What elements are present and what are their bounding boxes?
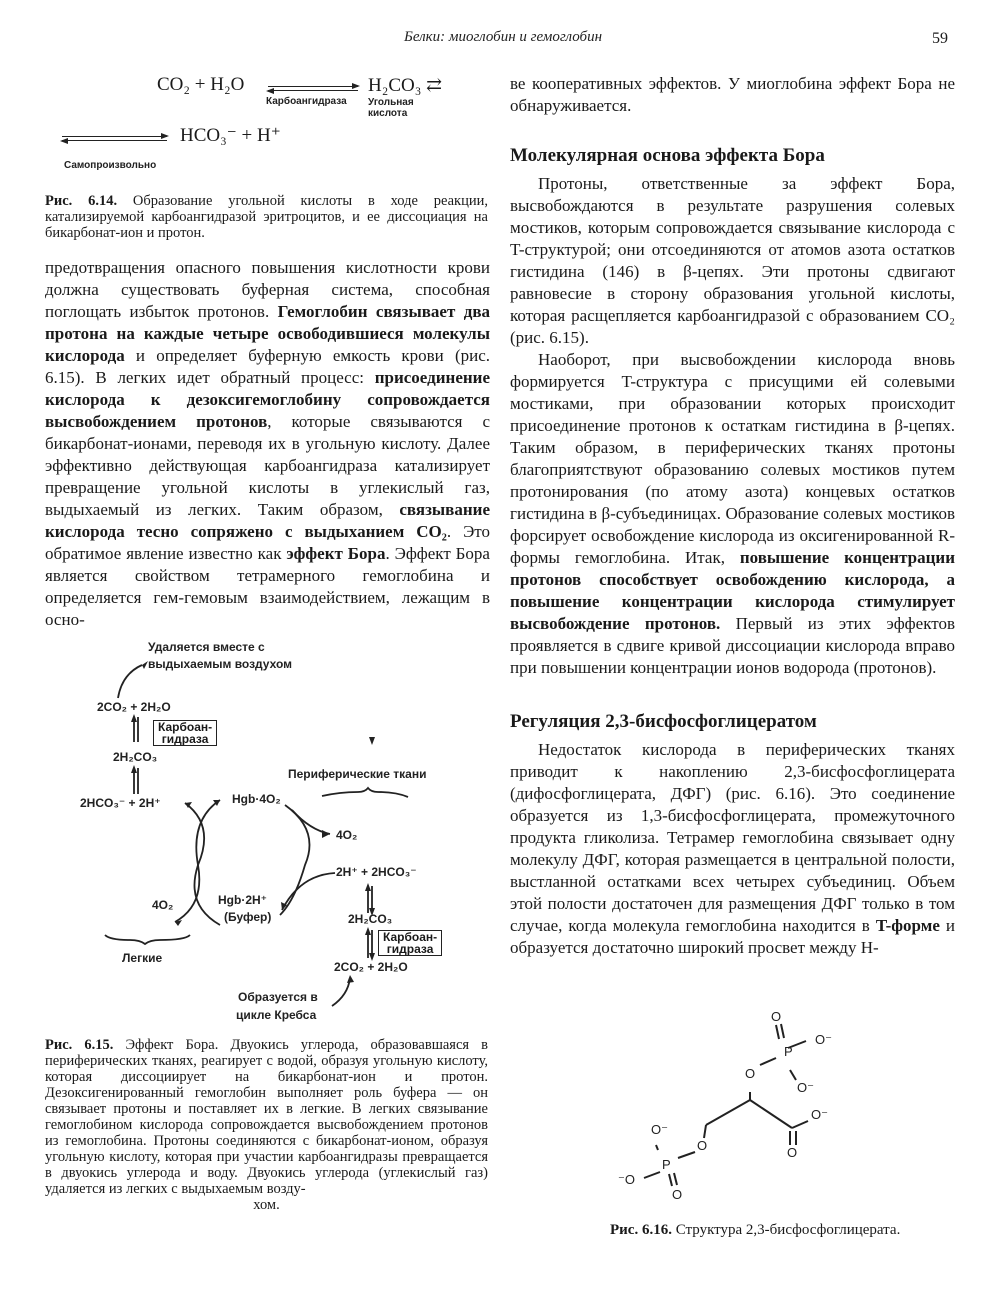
bond [704, 1125, 706, 1138]
double-bond [776, 1025, 779, 1039]
bisphosphoglycerate-structure [580, 1000, 980, 1210]
figure-caption [45, 1037, 488, 1213]
bond [750, 1100, 792, 1128]
buffer-label: (Буфер) [224, 910, 272, 924]
equilibrium-arrow-icon [62, 135, 167, 143]
left-column-text [45, 257, 490, 631]
emphasis-run: присоединение кислорода к дезоксигемоглобину сопровождается высвобождением протонов [45, 368, 490, 431]
body-paragraph [45, 257, 490, 631]
o2-release-arrow [292, 810, 330, 834]
removed-label-line2: выдыхаемым воздухом [148, 657, 293, 671]
bond [760, 1058, 776, 1065]
product-label-line2: кислота [368, 108, 408, 119]
oxyhemoglobin: Hgb·4O₂ [232, 792, 281, 806]
double-bond [669, 1174, 672, 1186]
caption-label: Рис. 6.14. [45, 193, 118, 209]
product-label-line1: Угольная [368, 97, 414, 108]
text-run: и образуется достаточно широкий просвет между H- [510, 916, 955, 957]
periph-carbonic-acid: 2H₂CO₃ [348, 912, 393, 926]
eq2-label: Самопроизвольно [64, 160, 157, 171]
bond [678, 1152, 695, 1158]
atom-oxygen-anion: ⁻O [618, 1172, 635, 1187]
intro-paragraph: ве кооперативных эффектов. У миоглобина эффект Бора не обнаруживается. [510, 74, 955, 115]
atom-oxygen-bridge: O [745, 1066, 756, 1081]
atom-oxygen: O [771, 1009, 782, 1024]
text-run: . Это обратимое явление известно как [45, 522, 490, 563]
emphasis-run: Гемоглобин связывает два протона на каждые четыре освободившиеся молекулы кислорода [45, 302, 490, 365]
running-title: Белки: миоглобин и гемоглобин [403, 29, 603, 45]
right-column-text [510, 73, 955, 959]
figure-caption [610, 1222, 970, 1238]
page-number: 59 [932, 30, 948, 47]
eq1-reactants: CO₂ + H₂O [157, 74, 245, 95]
section-heading-bohr: Молекулярная основа эффекта Бора [510, 145, 825, 166]
bond [792, 1121, 808, 1128]
body-paragraph: Протоны, ответственные за эффект Бора, высвобождаются в результате разрушения солевых мостиков, которым сопровождается связывание кислорода с T-структурой; они отсоединяются от атомов азота остатков гистидина (146) в β-цепях. Эти протоны сдвигают равновесие в сторону образования угольной кислоты, которая расщепляется карбоангидразой с образованием CO₂ (рис. 6.15). [510, 174, 955, 347]
enzyme-line2: гидраза [386, 942, 434, 956]
eq2-products: HCO₃⁻ + H⁺ [180, 125, 281, 146]
atom-oxygen-anion: O⁻ [797, 1080, 814, 1095]
atom-phosphorus: P [662, 1157, 671, 1172]
curved-arrow-icon [332, 978, 350, 1006]
atom-oxygen: O [672, 1187, 683, 1202]
section-heading-bpg: Регуляция 2,3-бисфосфоглицератом [510, 711, 817, 732]
eq1-product: H₂CO₃ ⇄ [368, 75, 443, 96]
emphasis-run: связывание кислорода тесно сопряжено с выдыханием CO₂ [45, 500, 490, 541]
emphasis-run: повышение концентрации протонов способствует освобождению кислорода, а повышение концентрации кислорода стимулирует высвобождение протонов. [510, 548, 955, 633]
bohr-effect-diagram-lines [0, 630, 500, 1030]
text-run: Первый из этих эффектов проявляется в сдвиге кривой диссоциации кислорода вправо при повышении концентрации ионов водорода (протонов). [510, 614, 955, 677]
caption-last-line: хом. [253, 1197, 280, 1213]
periph-enzyme-box [378, 930, 442, 956]
atom-oxygen-anion: O⁻ [811, 1107, 828, 1122]
enzyme-line2: гидраза [161, 732, 209, 746]
text-run: . Эффект Бора является свойством тетрамерного гемоглобина и определяется гем-гемовым взаимодействием, лежащим в осно- [45, 544, 490, 629]
removed-label-line1: Удаляется вместе с [148, 640, 265, 654]
periph-oxygen-released: 4O₂ [336, 828, 358, 842]
body-paragraph [510, 739, 955, 959]
caption-label: Рис. 6.16. [610, 1222, 672, 1238]
atom-oxygen: O [787, 1145, 798, 1160]
eq1-product-label [368, 97, 414, 119]
figure-caption [45, 193, 488, 241]
bond [790, 1070, 796, 1080]
lungs-co2-water: 2CO₂ + 2H₂O [97, 700, 171, 714]
bond [644, 1172, 660, 1178]
text-run: предотвращения опасного повышения кислотности крови должна существовать буферная система, способная поглощать избыток протонов. [45, 258, 490, 321]
peripheral-tissues-label: Периферические ткани [288, 767, 427, 781]
periph-proton-bicarbonate: 2H⁺ + 2HCO₃⁻ [336, 865, 417, 879]
text-run: и определяет буферную емкость крови (рис. 6.15). В легких идет обратный процесс: [45, 346, 490, 387]
bond [706, 1100, 750, 1125]
krebs-label-line2: цикле Кребса [236, 1008, 317, 1022]
body-paragraph [510, 349, 955, 679]
caption-label: Рис. 6.15. [45, 1037, 114, 1053]
enzyme-line1: Карбоан- [383, 930, 438, 944]
text-run: Недостаток кислорода в периферических тканях приводит к накоплению 2,3-бисфосфоглицерата (дифосфоглицерата, ДФГ) (рис. 6.16). Это соединение образуется из 1,3-бисфосфоглицерата, промежуточного продукта гликолиза. Тетрамер гемоглобина связывает одну молекулу ДФГ, которая размещается в центральной полости, выстланной остатками всех четырех субъединиц. Объем этой полости достаточен для размещения ДФГ только в том случае, когда молекула гемоглобина находится в [510, 740, 955, 935]
cycle-arc-left-2 [175, 800, 220, 922]
curved-arrow-icon [118, 665, 142, 698]
atom-oxygen-bridge: O [697, 1138, 708, 1153]
atom-phosphorus: P [784, 1044, 793, 1059]
brace-periph [322, 788, 408, 797]
lungs-bicarbonate-proton: 2HCO₃⁻ + 2H⁺ [80, 796, 161, 810]
lungs-carbonic-acid: 2H₂CO₃ [113, 750, 158, 764]
cycle-arc-left [185, 803, 220, 925]
proton-bind-arrow [282, 873, 335, 910]
caption-text: Эффект Бора. Двуокись углерода, образовавшаяся в периферических тканях, реагирует с водой, образуя угольную кислоту, которая диссоциирует на бикарбонат-ион и протон. Дезоксигенированный гемоглобин выполняет роль буфера — он связывает протоны и поставляет их в легкие. В легких связывание гемоглобином кислорода сопровождается высвобождением протонов из гемоглобина. Протоны соединяются с бикарбонат-ионом, образуя угольную кислоту, которая при участии карбоангидразы превращается в двуокись углерода и воду. Двуокись углерода (углекислый газ) удаляется из легких с выдыхаемым возду- [45, 1037, 489, 1197]
atom-oxygen-anion: O⁻ [815, 1032, 832, 1047]
krebs-label-line1: Образуется в [238, 990, 318, 1004]
atom-oxygen-anion: O⁻ [651, 1122, 668, 1137]
lungs-oxygen-in: 4O₂ [152, 898, 174, 912]
enzyme-line1: Карбоан- [158, 720, 213, 734]
caption-text: Образование угольной кислоты в ходе реакции, катализируемой карбоангидразой эритроцитов, и ее диссоциация на бикарбонат-ион и протон. [45, 193, 488, 241]
lungs-label: Легкие [122, 951, 163, 965]
eq1-enzyme-label: Карбоангидраза [266, 96, 347, 107]
periph-co2-water: 2CO₂ + 2H₂O [334, 960, 408, 974]
emphasis-run: эффект Бора [286, 544, 386, 563]
brace-lungs [105, 935, 190, 944]
emphasis-run: T-форме [875, 916, 940, 935]
text-run: , которые связываются с бикарбонат-ионами, переводя их в угольную кислоту. Далее эффективно действующая карбоангидраза катализирует превращение угольной кислоты в углекислый газ, выдыхаемый из легких. Таким образом, [45, 412, 490, 519]
bond [656, 1145, 658, 1150]
equilibrium-arrow-icon [268, 85, 358, 93]
lungs-enzyme-box [153, 720, 217, 746]
caption-text: Структура 2,3-бисфосфоглицерата. [675, 1222, 901, 1238]
protonated-hemoglobin: Hgb·2H⁺ [218, 893, 267, 907]
text-run: Наоборот, при высвобождении кислорода вновь формируется T-структура с присущими ей солевыми мостиками, при образовании которых происходит присоединение протонов к остаткам гистидина в β-цепях. Таким образом, в периферических тканях протоны благоприятствуют образованию солевых мостиков путем протонирования (по атому азота) концевых остатков гистидина в β-субъединицах. Образование солевых мостиков форсирует освобождение кислорода из оксигенированной R-формы гемоглобина. Итак, [510, 350, 955, 567]
